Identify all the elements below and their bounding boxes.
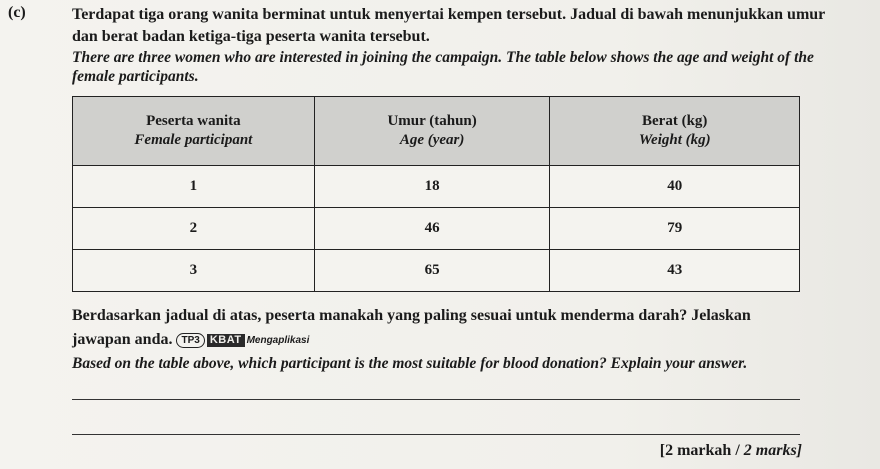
tp-level-badge: TP3: [176, 333, 204, 348]
header-participant-en: Female participant: [134, 132, 253, 148]
table-row: [73, 208, 800, 250]
cell-age: 18: [314, 166, 550, 208]
prompt-ms-text: Berdasarkan jadual di atas, peserta manakah yang paling sesuai untuk menderma darah? Jelaskan jawapan anda.: [72, 307, 751, 348]
header-participant: [73, 97, 315, 166]
prompt-text-english: Based on the table above, which participant is the most suitable for blood donation? Explain your answer.: [72, 355, 748, 372]
header-weight-en: Weight (kg): [638, 132, 711, 148]
prompt-text-malay: [72, 304, 802, 352]
cell-participant: 2: [73, 208, 315, 250]
answer-line[interactable]: [72, 434, 800, 435]
cell-age: 46: [314, 208, 550, 250]
marks-ms: [2 markah: [659, 442, 732, 459]
cell-participant: 3: [73, 250, 315, 292]
kbat-badge: KBAT: [207, 334, 245, 347]
header-age-en: Age (year): [399, 132, 465, 148]
cell-age: 65: [314, 250, 550, 292]
cell-participant: 1: [73, 166, 315, 208]
question-label: (c): [8, 4, 26, 21]
question-text-malay: Terdapat tiga orang wanita berminat untuk menyertai kempen tersebut. Jadual di bawah menunjukkan umur dan berat badan ketiga-tiga peserta wanita tersebut.: [72, 6, 825, 45]
table-row: [73, 250, 800, 292]
answer-line[interactable]: [72, 399, 800, 400]
header-age-ms: Umur (tahun): [387, 113, 477, 129]
participant-table: [72, 96, 800, 292]
skill-badge: Mengaplikasi: [246, 334, 310, 346]
cell-weight: 79: [550, 208, 800, 250]
question-text-english: There are three women who are interested in joining the campaign. The table below shows the age and weight of the female participants.: [72, 49, 814, 85]
cell-weight: 40: [550, 166, 800, 208]
header-weight: [550, 97, 800, 166]
table-header-row: [73, 97, 800, 166]
marks-en: 2 marks]: [743, 442, 802, 459]
marks-separator: /: [731, 442, 744, 459]
table-row: [73, 166, 800, 208]
marks-label: [660, 442, 802, 460]
header-weight-ms: Berat (kg): [642, 113, 708, 129]
header-age: [314, 97, 550, 166]
skill-tags: [176, 333, 309, 348]
cell-weight: 43: [550, 250, 800, 292]
header-participant-ms: Peserta wanita: [146, 113, 241, 129]
